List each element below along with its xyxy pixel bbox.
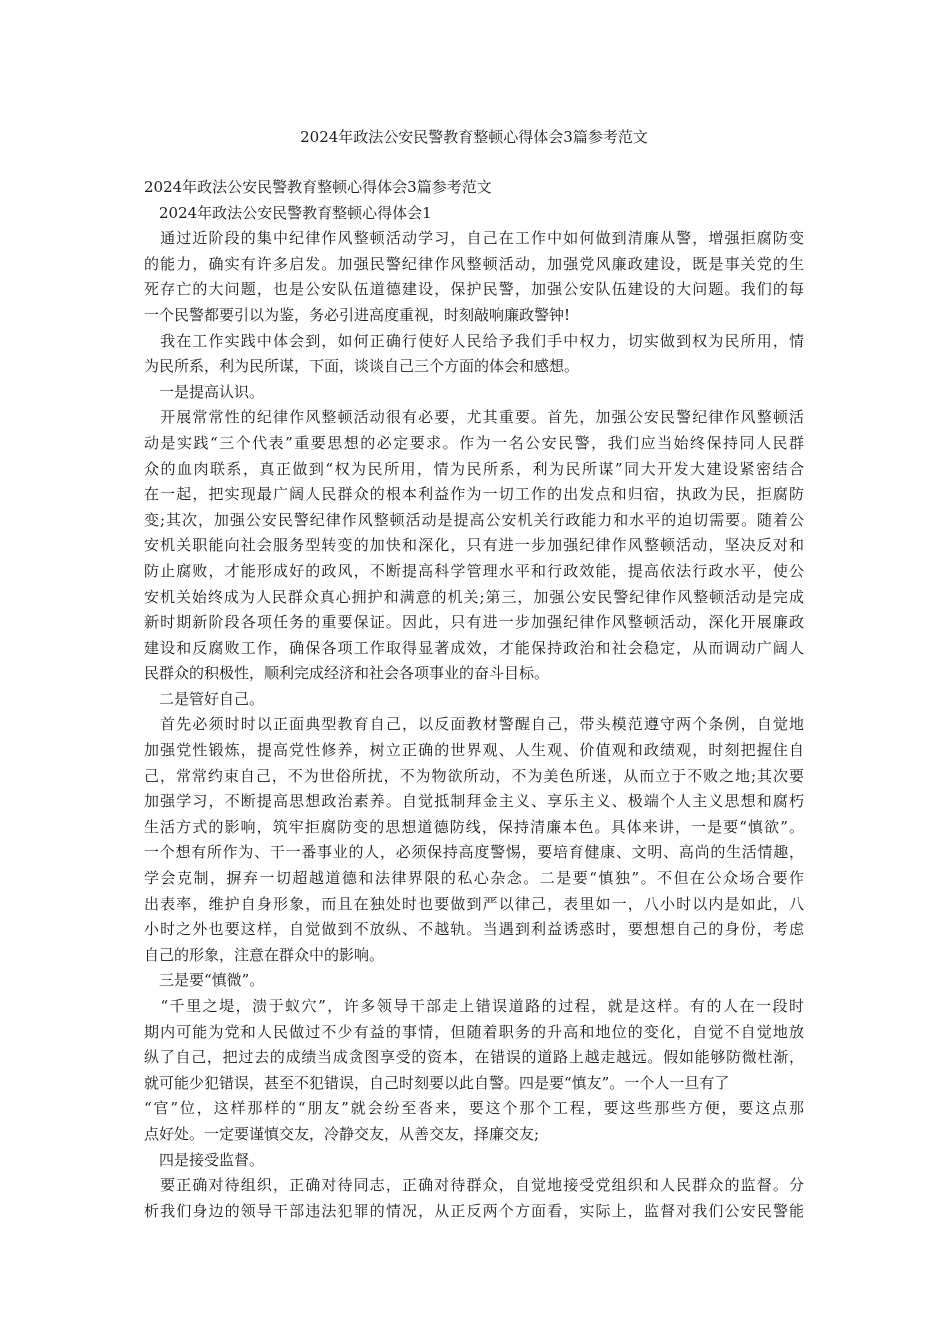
- text-line: 自己的形象，注意在群众中的影响。: [144, 945, 385, 964]
- text-line: 死存亡的大问题，也是公安队伍道德建设，保护民警，加强公安队伍建设的大问题。我们的每: [144, 280, 804, 299]
- text-line: 安机关始终成为人民群众真心拥护和满意的机关;第三，加强公安民警纪律作风整顿活动是完成: [144, 587, 804, 606]
- text-line: 生活方式的影响，筑牢拒腐防变的思想道德防线，保持清廉本色。具体来讲，一是要“慎欲”。: [144, 817, 804, 836]
- text-line: 二是管好自己。: [144, 689, 265, 708]
- text-line: 期内可能为党和人民做过不少有益的事情，但随着职务的升高和地位的变化，自觉不自觉地放: [144, 1022, 804, 1041]
- text-line: 民群众的积极性，顺利完成经济和社会各项事业的奋斗目标。: [144, 664, 550, 683]
- text-line: 析我们身边的领导干部违法犯罪的情况，从正反两个方面看，实际上，监督对我们公安民警能: [144, 1201, 804, 1220]
- text-line: 防止腐败，才能形成好的政风，不断提高科学管理水平和行政效能，提高依法行政水平，使公: [144, 561, 804, 580]
- text-line: 己，常常约束自己，不为世俗所扰，不为物欲所动，不为美色所迷，从而立于不败之地;其次要: [144, 766, 804, 785]
- text-line: 的能力，确实有许多启发。加强民警纪律作风整顿活动，加强党风廉政建设，既是事关党的生: [144, 254, 804, 273]
- text-line: 通过近阶段的集中纪律作风整顿活动学习，自己在工作中如何做到清廉从警，增强拒腐防变: [144, 229, 804, 248]
- text-line: 新时期新阶段各项任务的重要保证。因此，只有进一步加强纪律作风整顿活动，深化开展廉政: [144, 613, 804, 632]
- text-line: 一个民警都要引以为鉴，务必引进高度重视，时刻敲响廉政警钟!: [144, 305, 571, 324]
- document-title: 2024年政法公安民警教育整顿心得体会3篇参考范文: [300, 128, 648, 146]
- text-line: 为民所系，利为民所谋，下面，谈谈自己三个方面的体会和感想。: [144, 357, 580, 376]
- text-line: 建设和反腐败工作，确保各项工作取得显著成效，才能保持政治和社会稳定，从而调动广阔人: [144, 638, 804, 657]
- text-line: 众的血肉联系，真正做到“权为民所用，情为民所系，利为民所谋”同大开发大建设紧密结合: [144, 459, 804, 478]
- text-line: 加强党性锻炼，提高党性修养，树立正确的世界观、人生观、价值观和政绩观，时刻把握住自: [144, 741, 804, 760]
- text-line: 安机关职能向社会服务型转变的加快和深化，只有进一步加强纪律作风整顿活动，坚决反对和: [144, 536, 804, 555]
- text-line: 2024年政法公安民警教育整顿心得体会3篇参考范文: [144, 178, 492, 196]
- text-line: “千里之堤，溃于蚁穴”，许多领导干部走上错误道路的过程，就是这样。有的人在一段时: [144, 997, 804, 1015]
- text-line: 小时之外也要这样，自觉做到不放纵、不越轨。当遇到利益诱惑时，要想想自己的身份，考虑: [144, 920, 804, 939]
- text-line: 出表率，维护自身形象，而且在独处时也要做到严以律己，表里如一，八小时以内是如此，八: [144, 894, 804, 913]
- text-line: 三是要“慎微”。: [144, 971, 265, 990]
- text-line: “官”位，这样那样的“朋友”就会纷至沓来，要这个那个工程，要这些那些方便，要这点那: [144, 1099, 804, 1118]
- text-line: 要正确对待组织，正确对待同志，正确对待群众，自觉地接受党组织和人民群众的监督。分: [144, 1176, 804, 1195]
- text-line: 四是接受监督。: [144, 1150, 265, 1169]
- text-line: 我在工作实践中体会到，如何正确行使好人民给予我们手中权力，切实做到权为民所用，情: [144, 331, 804, 350]
- text-line: 变;其次，加强公安民警纪律作风整顿活动是提高公安机关行政能力和水平的迫切需要。随着公: [144, 510, 804, 529]
- text-line: 2024年政法公安民警教育整顿心得体会1: [144, 203, 432, 222]
- text-line: 一个想有所作为、干一番事业的人，必须保持高度警惕，要培育健康、文明、高尚的生活情趣，: [144, 843, 804, 862]
- text-line: 开展常常性的纪律作风整顿活动很有必要，尤其重要。首先，加强公安民警纪律作风整顿活: [144, 408, 804, 427]
- text-line: 学会克制，摒弃一切超越道德和法律界限的私心杂念。二是要“慎独”。不但在公众场合要作: [144, 869, 804, 888]
- text-line: 就可能少犯错误，甚至不犯错误，自己时刻要以此自警。四是要“慎友”。一个人一旦有了: [144, 1073, 730, 1092]
- text-line: 一是提高认识。: [144, 382, 265, 401]
- text-line: 动是实践“三个代表”重要思想的必定要求。作为一名公安民警，我们应当始终保持同人民群: [144, 433, 804, 452]
- text-line: 加强学习，不断提高思想政治素养。自觉抵制拜金主义、享乐主义、极端个人主义思想和腐朽: [144, 792, 804, 811]
- text-line: 纵了自己，把过去的成绩当成贪图享受的资本，在错误的道路上越走越远。假如能够防微杜渐，: [144, 1048, 804, 1067]
- text-line: 在一起，把实现最广阔人民群众的根本利益作为一切工作的出发点和归宿，执政为民，拒腐防: [144, 485, 804, 504]
- text-line: 点好处。一定要谨慎交友，冷静交友，从善交友，择廉交友;: [144, 1124, 540, 1143]
- document-body: [144, 175, 804, 1224]
- text-line: 首先必须时时以正面典型教育自己，以反面教材警醒自己，带头模范遵守两个条例，自觉地: [144, 715, 804, 734]
